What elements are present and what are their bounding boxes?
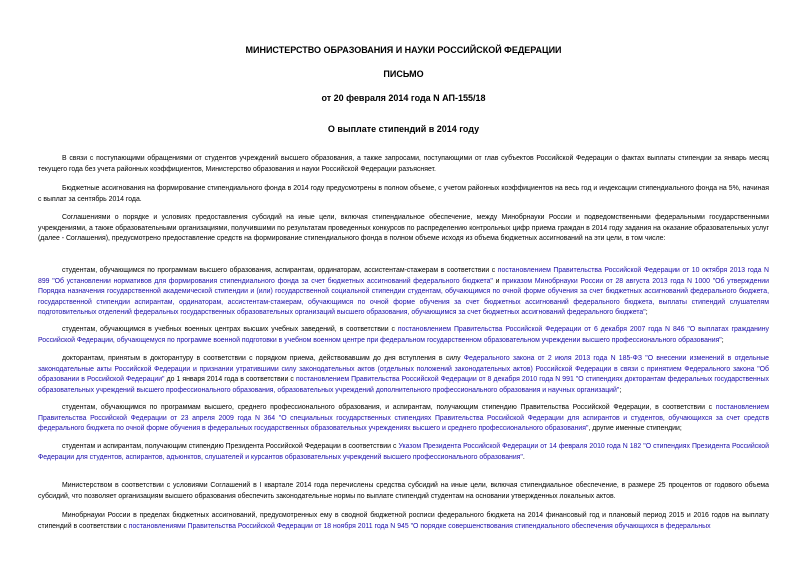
document-link[interactable]: Федерального закона от 2 июля 2013 года N 185-ФЗ "О внесении изменений в отдельные законодательные акты Российской Федерации и признании утратившими силу законодательных актов (отдельных положений законодательных актов) Российской Федерации в связи с принятием Федерального закона "Об образовании в Российской Федерации"	[38, 355, 769, 383]
paragraph-text: докторантам, принятым в докторантуру в соответствии с порядком приема, действовавшим до дня вступления в силу	[62, 355, 464, 362]
paragraph	[38, 184, 769, 205]
paragraph-text: Соглашениями о порядке и условиях предоставления субсидий на иные цели, включая стипендиальное обеспечение, между Минобрнауки России и подведомственными федеральными государственными учреждениями, а также образовательными организациями, получившими по результатам проведенных конкурсов по распределению контрольных цифр приема граждан в 2014 году задания на оказание образовательных услуг (далее - Соглашения), предусмотрено предоставление средств на формирование стипендиального фонда в полном объеме исходя из объема бюджетных ассигнований на эти цели, в том числе:	[38, 214, 769, 242]
paragraph-text: студентам, обучающимся по программам высшего образования, аспирантам, ординаторам, ассистентам-стажерам в соответствии с	[62, 267, 498, 274]
paragraph-text: Бюджетные ассигнования на формирование стипендиального фонда в 2014 году предусмотрены в полном объеме, с учетом районных коэффициентов на весь год и индексации стипендиального фонда на 5%, начиная с выплат за сентябрь 2014 года.	[38, 185, 769, 203]
paragraph	[38, 325, 769, 346]
paragraph	[38, 213, 769, 245]
paragraph-text: ;	[645, 309, 648, 316]
date-number-heading: от 20 февраля 2014 года N АП-155/18	[321, 93, 486, 103]
subject-heading: О выплате стипендий в 2014 году	[327, 124, 480, 134]
paragraph-text: студентам, обучающимся в учебных военных центрах высших учебных заведений, в соответствии с	[62, 326, 398, 333]
document-link[interactable]: постановлением Правительства Российской Федерации от 8 декабря 2010 года N 991 "О стипендиях докторантам федеральных государственных образовательных учреждений высшего профессионального образования, образовательных учреждений дополнительного профессионального образования и научных организаций"	[38, 376, 769, 394]
document-link[interactable]: постановлениями Правительства Российской Федерации от 18 ноября 2011 года N 945 "О порядке совершенствования стипендиального обеспечения обучающихся в федеральных	[128, 522, 711, 530]
paragraph	[38, 154, 769, 175]
paragraph	[38, 511, 769, 532]
paragraph-text: студентам, обучающимся по программам высшего, среднего профессионального образования, и аспирантам, получающим стипендию Правительства Российской Федерации, в соответствии с	[62, 404, 716, 411]
paragraph-text: Министерством в соответствии с условиями Соглашений в I квартале 2014 года перечислены средства субсидий на иные цели, включая стипендиальное обеспечение, в размере 25 процентов от годового объема субсидий, что позволяет организациям высшего образования обеспечить законодательные нормы по выплате стипендий студентам на основании утвержденных локальных актов.	[38, 482, 769, 500]
paragraph	[38, 266, 769, 319]
paragraph-text: .	[522, 453, 525, 461]
paragraph	[38, 481, 769, 502]
ministry-heading: МИНИСТЕРСТВО ОБРАЗОВАНИЯ И НАУКИ РОССИЙСКОЙ ФЕДЕРАЦИИ	[245, 45, 562, 55]
paragraph-text: до 1 января 2014 года в соответствии с	[164, 376, 296, 383]
paragraph-text: ;	[619, 386, 622, 394]
paragraph-text: студентам и аспирантам, получающим стипендию Президента Российской Федерации в соответствии с	[62, 443, 399, 450]
paragraph-text: Минобрнауки России в пределах бюджетных ассигнований, предусмотренных ему в сводной бюджетной росписи федерального бюджета на 2014 финансовый год и плановый период 2015 и 2016 годов на выплату стипендий в соответствии с	[38, 512, 769, 530]
document-link[interactable]: приказом Минобрнауки России от 28 августа 2013 года N 1000 "Об утверждении Порядка назначения государственной академической стипендии и (или) государственной социальной стипендии студентам, обучающимся по очной форме обучения за счет бюджетных ассигнований федерального бюджета, государственной стипендии аспирантам, ординаторам, ассистентам-стажерам, обучающимся по очной форме обучения за счет бюджетных ассигнований федерального бюджета, выплаты стипендий слушателям подготовительных отделений федеральных государственных образовательных организаций высшего образования, обучающимся за счет бюджетных ассигнований федерального бюджета"	[38, 277, 769, 316]
document-type-heading: ПИСЬМО	[383, 69, 424, 79]
paragraph-text: В связи с поступающими обращениями от студентов учреждений высшего образования, а также запросами, поступающими от глав субъектов Российской Федерации о фактах выплаты стипендии за январь месяц текущего года без учета районных коэффициентов, Министерство образования и науки Российской Федерации разъясняет.	[38, 155, 769, 173]
document-link[interactable]: постановлением Правительства Российской Федерации от 10 октября 2013 года N 899 "Об установлении нормативов для формирования стипендиального фонда за счет бюджетных ассигнований федерального бюджета"	[38, 267, 769, 285]
document-link[interactable]: Указом Президента Российской Федерации от 14 февраля 2010 года N 182 "О стипендиях Президента Российской Федерации для студентов, аспирантов, адъюнктов, слушателей и курсантов образовательных учреждений высшего профессионального образования"	[38, 443, 769, 461]
paragraph	[38, 403, 769, 435]
paragraph-text: , другие именные стипендии;	[588, 425, 682, 432]
paragraph-text: ;	[721, 336, 724, 344]
paragraph-text: и	[492, 277, 503, 285]
document-link[interactable]: постановлением Правительства Российской Федерации от 23 апреля 2009 года N 364 "О специальных государственных стипендиях Правительства Российской Федерации для аспирантов и студентов, обучающихся за счет средств федерального бюджета по очной форме обучения в федеральных государственных образовательных учреждениях высшего и среднего профессионального образования"	[38, 404, 769, 432]
paragraph	[38, 442, 769, 463]
document-link[interactable]: постановлением Правительства Российской Федерации от 6 декабря 2007 года N 846 "О выплатах гражданину Российской Федерации, обучающемуся по программе военной подготовки в учебном военном центре при федеральном государственном образовательном учреждении высшего профессионального образования"	[38, 326, 769, 344]
paragraph	[38, 354, 769, 396]
